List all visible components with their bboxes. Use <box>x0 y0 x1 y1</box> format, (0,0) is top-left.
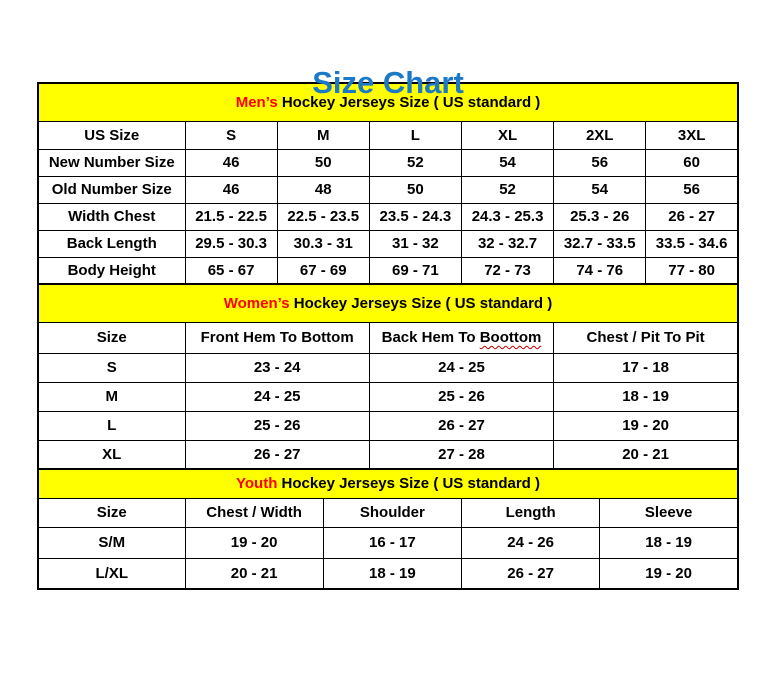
misspelled-word: Boottom <box>479 329 542 346</box>
table-cell: 24.3 - 25.3 <box>461 203 553 230</box>
table-cell: 19 - 20 <box>185 527 323 558</box>
table-cell: 25 - 26 <box>185 411 369 440</box>
womens-column-header <box>38 322 185 353</box>
table-cell: 74 - 76 <box>554 257 646 284</box>
youth-banner-highlight: Youth <box>236 475 278 493</box>
table-cell: 24 - 26 <box>462 527 600 558</box>
youth-banner-row <box>38 469 738 498</box>
table-cell: 30.3 - 31 <box>277 230 369 257</box>
row-label: L <box>38 411 185 440</box>
row-label: L/XL <box>38 558 185 589</box>
youth-table-row <box>38 527 738 558</box>
mens-column-header <box>646 121 738 149</box>
size-tables-container <box>0 82 776 590</box>
mens-column-header <box>554 121 646 149</box>
youth-column-header <box>600 498 738 527</box>
table-cell: 18 - 19 <box>554 382 738 411</box>
column-header-label: Shoulder <box>359 504 425 521</box>
womens-table-row <box>38 353 738 382</box>
table-cell: 27 - 28 <box>369 440 553 469</box>
row-label: S/M <box>38 527 185 558</box>
table-cell: 26 - 27 <box>185 440 369 469</box>
womens-banner-highlight: Women’s <box>223 294 290 312</box>
table-cell: 50 <box>369 176 461 203</box>
mens-table-row <box>38 149 738 176</box>
mens-table-row <box>38 176 738 203</box>
youth-banner <box>38 469 738 498</box>
table-cell: 46 <box>185 176 277 203</box>
womens-column-header <box>185 322 369 353</box>
column-header-label: Front Hem To Bottom <box>200 329 354 346</box>
table-cell: 32 - 32.7 <box>461 230 553 257</box>
youth-banner-text: Hockey Jerseys Size ( US standard ) <box>277 475 540 493</box>
table-cell: 50 <box>277 149 369 176</box>
mens-column-header <box>461 121 553 149</box>
womens-column-header <box>369 322 553 353</box>
womens-table-row <box>38 440 738 469</box>
column-header-label: 3XL <box>677 126 706 144</box>
table-cell: 77 - 80 <box>646 257 738 284</box>
table-cell: 25.3 - 26 <box>554 203 646 230</box>
womens-header-row <box>38 322 738 353</box>
table-cell: 21.5 - 22.5 <box>185 203 277 230</box>
womens-banner <box>38 284 738 322</box>
table-cell: 52 <box>369 149 461 176</box>
row-label: Width Chest <box>38 203 185 230</box>
table-cell: 46 <box>185 149 277 176</box>
table-cell: 23.5 - 24.3 <box>369 203 461 230</box>
table-cell: 24 - 25 <box>185 382 369 411</box>
column-header-label: Sleeve <box>644 504 693 521</box>
table-cell: 25 - 26 <box>369 382 553 411</box>
mens-header-row <box>38 121 738 149</box>
womens-size-table <box>37 283 739 470</box>
table-cell: 60 <box>646 149 738 176</box>
table-cell: 65 - 67 <box>185 257 277 284</box>
mens-column-header <box>277 121 369 149</box>
table-cell: 18 - 19 <box>600 527 738 558</box>
youth-size-table <box>37 468 739 590</box>
column-header-label: Size <box>96 504 127 521</box>
table-cell: 67 - 69 <box>277 257 369 284</box>
womens-banner-text: Hockey Jerseys Size ( US standard ) <box>289 294 553 312</box>
page-title: Size Chart <box>312 65 464 100</box>
mens-table-row <box>38 230 738 257</box>
row-label: Old Number Size <box>38 176 185 203</box>
table-cell: 20 - 21 <box>554 440 738 469</box>
column-header-label: M <box>316 126 330 144</box>
youth-table-row <box>38 558 738 589</box>
column-header-label: Length <box>505 504 556 521</box>
mens-banner-highlight: Men’s <box>235 93 278 111</box>
mens-column-header <box>185 121 277 149</box>
youth-header-row <box>38 498 738 527</box>
table-cell: 19 - 20 <box>600 558 738 589</box>
mens-size-table <box>37 82 739 285</box>
mens-table-row <box>38 203 738 230</box>
row-label: New Number Size <box>38 149 185 176</box>
table-cell: 56 <box>554 149 646 176</box>
womens-column-header <box>554 322 738 353</box>
table-cell: 26 - 27 <box>646 203 738 230</box>
table-cell: 52 <box>461 176 553 203</box>
column-header-label: US Size <box>84 126 140 144</box>
column-header-label: 2XL <box>585 126 614 144</box>
column-header-label: Back Hem To <box>381 329 480 346</box>
table-cell: 18 - 19 <box>323 558 461 589</box>
womens-table-row <box>38 411 738 440</box>
column-header-label: Chest / Pit To Pit <box>586 329 705 346</box>
table-cell: 72 - 73 <box>461 257 553 284</box>
table-cell: 32.7 - 33.5 <box>554 230 646 257</box>
column-header-label: S <box>226 126 237 144</box>
mens-table-row <box>38 257 738 284</box>
row-label: Body Height <box>38 257 185 284</box>
row-label: XL <box>38 440 185 469</box>
column-header-label: Size <box>96 329 127 346</box>
youth-column-header <box>38 498 185 527</box>
table-cell: 33.5 - 34.6 <box>646 230 738 257</box>
table-cell: 19 - 20 <box>554 411 738 440</box>
row-label: Back Length <box>38 230 185 257</box>
column-header-label: XL <box>497 126 518 144</box>
table-cell: 29.5 - 30.3 <box>185 230 277 257</box>
row-label: M <box>38 382 185 411</box>
youth-column-header <box>323 498 461 527</box>
youth-column-header <box>185 498 323 527</box>
table-cell: 54 <box>461 149 553 176</box>
row-label: S <box>38 353 185 382</box>
youth-column-header <box>462 498 600 527</box>
table-cell: 17 - 18 <box>554 353 738 382</box>
mens-column-header <box>369 121 461 149</box>
table-cell: 26 - 27 <box>462 558 600 589</box>
mens-column-header <box>38 121 185 149</box>
mens-banner-text: Hockey Jerseys Size ( US standard ) <box>277 93 541 111</box>
table-cell: 23 - 24 <box>185 353 369 382</box>
column-header-label: L <box>410 126 420 144</box>
table-cell: 31 - 32 <box>369 230 461 257</box>
table-cell: 69 - 71 <box>369 257 461 284</box>
table-cell: 24 - 25 <box>369 353 553 382</box>
table-cell: 16 - 17 <box>323 527 461 558</box>
table-cell: 20 - 21 <box>185 558 323 589</box>
table-cell: 22.5 - 23.5 <box>277 203 369 230</box>
table-cell: 48 <box>277 176 369 203</box>
table-cell: 56 <box>646 176 738 203</box>
womens-banner-row <box>38 284 738 322</box>
column-header-label: Chest / Width <box>206 504 302 521</box>
womens-table-row <box>38 382 738 411</box>
table-cell: 54 <box>554 176 646 203</box>
table-cell: 26 - 27 <box>369 411 553 440</box>
